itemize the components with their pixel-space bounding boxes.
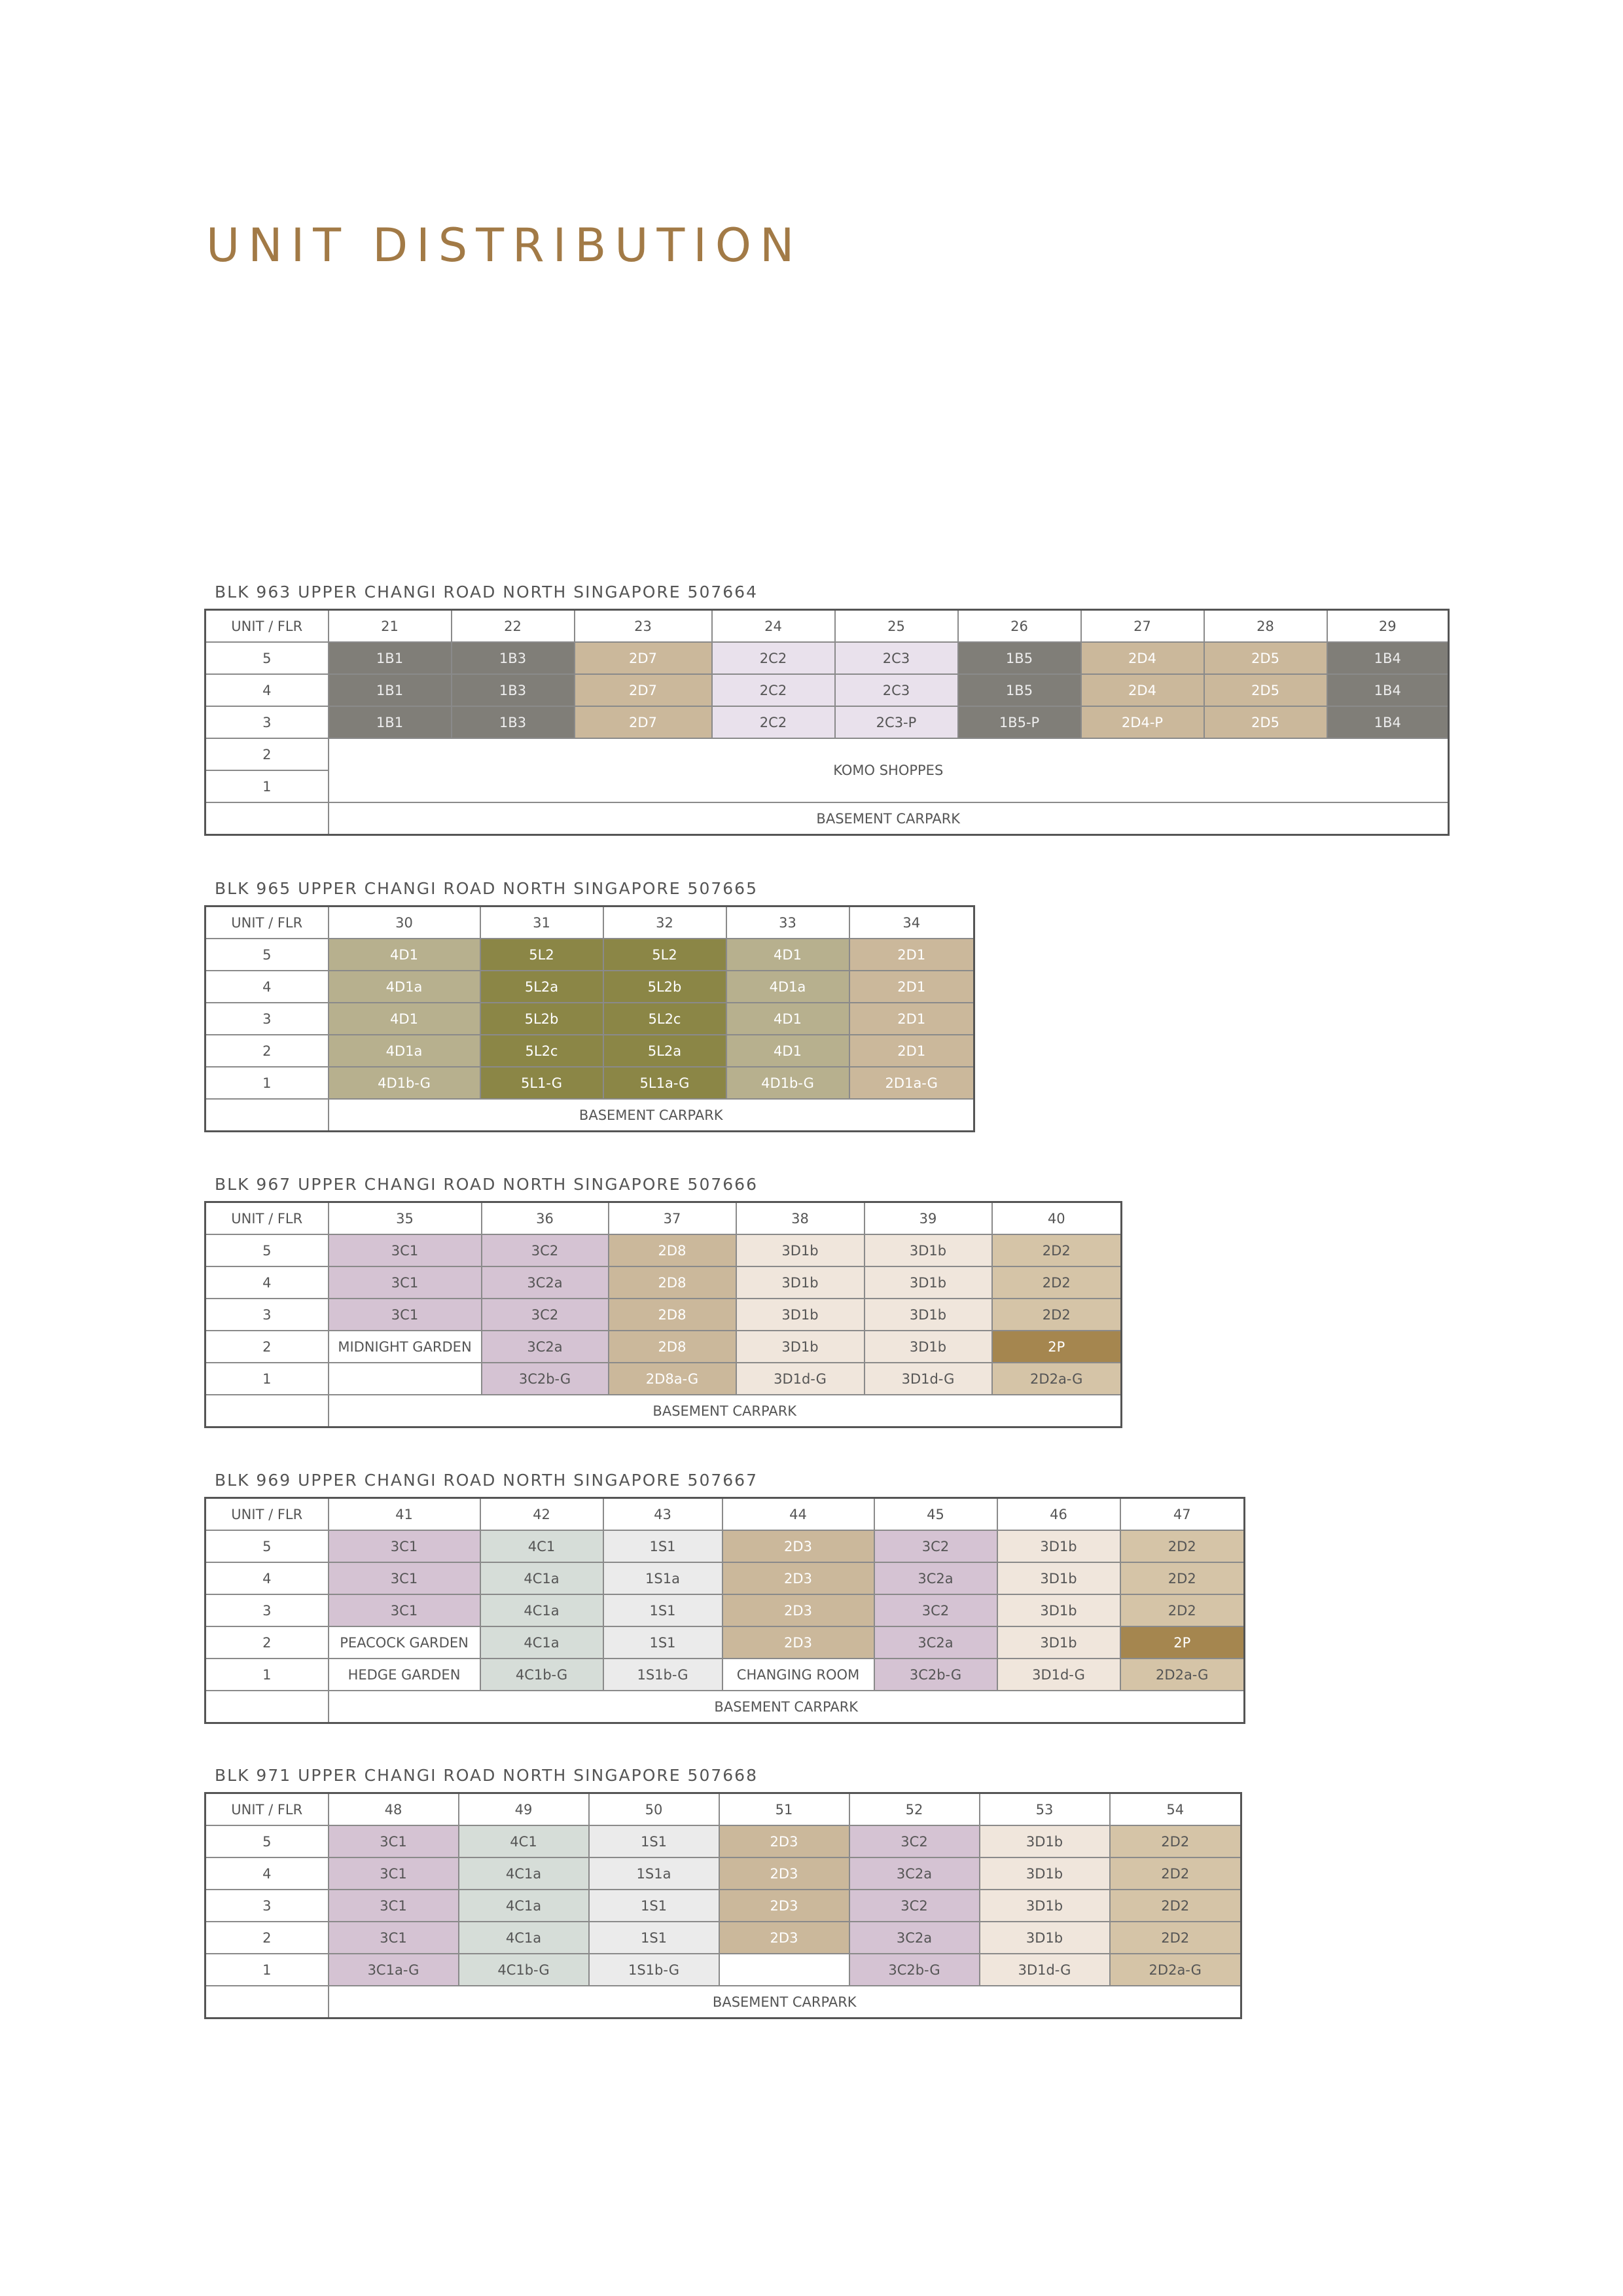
- unit-cell: 4D1: [329, 1003, 480, 1035]
- unit-cell: 4D1: [726, 1003, 849, 1035]
- unit-number: 29: [1327, 610, 1449, 643]
- basement-floor-label: [205, 1691, 329, 1723]
- unit-cell: 3C2: [482, 1299, 609, 1331]
- unit-cell: 4D1: [726, 939, 849, 971]
- floor-row: [205, 1363, 1122, 1395]
- unit-cell: 2D2: [1110, 1825, 1241, 1857]
- floor-number: 2: [205, 738, 329, 770]
- unit-number: 26: [958, 610, 1081, 643]
- floor-number: 2: [205, 1626, 329, 1659]
- unit-number: 39: [865, 1202, 992, 1235]
- unit-cell: MIDNIGHT GARDEN: [329, 1331, 482, 1363]
- unit-cell: 4C1a: [480, 1594, 603, 1626]
- unit-cell: 2D2: [1110, 1890, 1241, 1922]
- floor-number: 2: [205, 1035, 329, 1067]
- unit-cell: 3C2a: [849, 1922, 980, 1954]
- unit-number: 28: [1204, 610, 1327, 643]
- unit-number: 46: [997, 1498, 1120, 1531]
- unit-number: 45: [874, 1498, 997, 1531]
- floor-number: 5: [205, 642, 329, 674]
- unit-cell: 3D1b: [736, 1331, 865, 1363]
- unit-cell: 1S1: [589, 1825, 719, 1857]
- unit-cell: 3C2a: [482, 1331, 609, 1363]
- basement-row: [205, 1691, 1245, 1723]
- unit-table-body: [205, 610, 1449, 835]
- unit-table-body: [205, 1202, 1122, 1427]
- unit-number: 38: [736, 1202, 865, 1235]
- unit-cell: 4D1: [726, 1035, 849, 1067]
- unit-cell: 2D3: [719, 1890, 849, 1922]
- floor-number: 4: [205, 1266, 329, 1299]
- unit-cell: 3C2: [874, 1530, 997, 1562]
- unit-cell: 2D2a-G: [992, 1363, 1122, 1395]
- unit-cell: 4C1a: [459, 1857, 589, 1890]
- unit-cell: 2D2: [1110, 1857, 1241, 1890]
- unit-cell: 2D1a-G: [849, 1067, 974, 1099]
- unit-cell: 5L2a: [603, 1035, 726, 1067]
- floor-number: 4: [205, 674, 329, 706]
- unit-number: 40: [992, 1202, 1122, 1235]
- unit-cell: 2D4: [1081, 642, 1204, 674]
- unit-cell: 3D1b: [980, 1922, 1110, 1954]
- unit-cell: 3D1d-G: [736, 1363, 865, 1395]
- unit-cell: 2D8: [609, 1331, 736, 1363]
- floor-row: [205, 1234, 1122, 1266]
- unit-cell: 2C2: [712, 706, 835, 738]
- unit-number: 31: [480, 906, 603, 939]
- unit-number: 48: [329, 1793, 459, 1826]
- unit-cell: 2D1: [849, 971, 974, 1003]
- unit-cell: 3D1b: [980, 1857, 1110, 1890]
- unit-cell: 1B5: [958, 674, 1081, 706]
- basement-carpark: BASEMENT CARPARK: [329, 1099, 974, 1132]
- unit-cell: 3C2a: [482, 1266, 609, 1299]
- unit-cell: 2D2: [1120, 1530, 1245, 1562]
- unit-cell: 2D3: [719, 1825, 849, 1857]
- unit-cell: 3C2b-G: [874, 1659, 997, 1691]
- unit-cell: 3D1b: [865, 1331, 992, 1363]
- unit-number: 21: [329, 610, 452, 643]
- unit-cell: 3D1b: [997, 1562, 1120, 1594]
- header-label: UNIT / FLR: [205, 1498, 329, 1531]
- unit-cell: 2D1: [849, 939, 974, 971]
- floor-number: 3: [205, 1003, 329, 1035]
- floor-row: [205, 1659, 1245, 1691]
- floor-row: [205, 1035, 974, 1067]
- unit-cell: 2P: [1120, 1626, 1245, 1659]
- floor-row: [205, 1825, 1241, 1857]
- unit-cell: 2D3: [722, 1562, 874, 1594]
- unit-cell: 3C2b-G: [849, 1954, 980, 1986]
- unit-cell: 2D8: [609, 1299, 736, 1331]
- unit-number: 23: [575, 610, 712, 643]
- unit-cell: 2D2: [992, 1299, 1122, 1331]
- block-963: [204, 581, 1450, 836]
- unit-cell: 1B3: [452, 642, 575, 674]
- unit-cell: 3D1b: [865, 1266, 992, 1299]
- unit-cell: [719, 1954, 849, 1986]
- unit-number: 53: [980, 1793, 1110, 1826]
- unit-cell: 1B3: [452, 674, 575, 706]
- unit-cell: 1S1: [589, 1922, 719, 1954]
- unit-table: [204, 905, 975, 1132]
- floor-row: [205, 1331, 1122, 1363]
- unit-cell: 5L2: [480, 939, 603, 971]
- unit-number: 24: [712, 610, 835, 643]
- floor-row: [205, 1530, 1245, 1562]
- floor-row: [205, 1003, 974, 1035]
- unit-cell: 4D1b-G: [726, 1067, 849, 1099]
- unit-cell: 2C2: [712, 642, 835, 674]
- unit-cell: 3D1b: [736, 1266, 865, 1299]
- unit-cell: 1B3: [452, 706, 575, 738]
- floor-number: 2: [205, 1331, 329, 1363]
- unit-number: 49: [459, 1793, 589, 1826]
- unit-cell: CHANGING ROOM: [722, 1659, 874, 1691]
- unit-cell: 2D1: [849, 1003, 974, 1035]
- unit-cell: 3D1b: [736, 1299, 865, 1331]
- unit-cell: 3C2: [849, 1890, 980, 1922]
- unit-cell: 4C1: [480, 1530, 603, 1562]
- unit-cell: 4D1a: [726, 971, 849, 1003]
- floor-row: [205, 971, 974, 1003]
- block-969: [204, 1469, 1245, 1724]
- floor-number: 3: [205, 1890, 329, 1922]
- page-title: UNIT DISTRIBUTION: [206, 219, 803, 272]
- unit-cell: 2C3: [835, 642, 958, 674]
- unit-cell: 5L2a: [480, 971, 603, 1003]
- unit-cell: 4D1b-G: [329, 1067, 480, 1099]
- unit-cell: 3D1b: [980, 1890, 1110, 1922]
- unit-number: 37: [609, 1202, 736, 1235]
- basement-floor-label: [205, 1395, 329, 1427]
- floor-row: [205, 1954, 1241, 1986]
- unit-cell: 3D1b: [997, 1594, 1120, 1626]
- unit-cell: 3C1: [329, 1266, 482, 1299]
- unit-cell: 1S1: [603, 1594, 722, 1626]
- basement-row: [205, 1986, 1241, 2018]
- unit-cell: 1S1b-G: [603, 1659, 722, 1691]
- unit-cell: 4C1a: [459, 1890, 589, 1922]
- floor-number: 3: [205, 706, 329, 738]
- unit-cell: 2D7: [575, 706, 712, 738]
- unit-cell: 2D5: [1204, 706, 1327, 738]
- floor-row: [205, 1890, 1241, 1922]
- unit-cell: 3C1a-G: [329, 1954, 459, 1986]
- unit-cell: 2P: [992, 1331, 1122, 1363]
- unit-cell: 5L2b: [480, 1003, 603, 1035]
- unit-cell: 2D4: [1081, 674, 1204, 706]
- unit-number: 47: [1120, 1498, 1245, 1531]
- unit-cell: 3D1b: [997, 1626, 1120, 1659]
- floor-row: [205, 1922, 1241, 1954]
- floor-number: 1: [205, 1067, 329, 1099]
- unit-cell: 3C2a: [874, 1626, 997, 1659]
- unit-number: 22: [452, 610, 575, 643]
- unit-cell: 1B1: [329, 706, 452, 738]
- header-row: [205, 610, 1449, 643]
- unit-cell: 2D8: [609, 1266, 736, 1299]
- unit-cell: 1B1: [329, 642, 452, 674]
- unit-number: 51: [719, 1793, 849, 1826]
- unit-cell: 2D2a-G: [1110, 1954, 1241, 1986]
- unit-cell: 2D3: [722, 1530, 874, 1562]
- unit-cell: 2C3: [835, 674, 958, 706]
- unit-cell: 2C3-P: [835, 706, 958, 738]
- unit-cell: 3D1b: [736, 1234, 865, 1266]
- block-title: BLK 967 UPPER CHANGI ROAD NORTH SINGAPORE 507666: [215, 1175, 758, 1194]
- floor-number: 5: [205, 1825, 329, 1857]
- unit-cell: 3C1: [329, 1530, 480, 1562]
- unit-cell: 2D3: [719, 1857, 849, 1890]
- unit-cell: 1S1b-G: [589, 1954, 719, 1986]
- header-label: UNIT / FLR: [205, 906, 329, 939]
- floor-row: [205, 1299, 1122, 1331]
- unit-cell: 3C1: [329, 1594, 480, 1626]
- block-971: [204, 1765, 1242, 2019]
- block-title: BLK 971 UPPER CHANGI ROAD NORTH SINGAPORE 507668: [215, 1766, 758, 1785]
- floor-row: [205, 939, 974, 971]
- unit-cell: 2D2: [1120, 1594, 1245, 1626]
- unit-number: 36: [482, 1202, 609, 1235]
- unit-table: [204, 609, 1450, 836]
- unit-cell: 1B5-P: [958, 706, 1081, 738]
- floor-row: [205, 706, 1449, 738]
- floor-number: 3: [205, 1299, 329, 1331]
- unit-cell: 5L1-G: [480, 1067, 603, 1099]
- unit-cell: 2C2: [712, 674, 835, 706]
- unit-table-body: [205, 1498, 1245, 1723]
- floor-row: [205, 1857, 1241, 1890]
- unit-cell: 2D3: [719, 1922, 849, 1954]
- unit-cell: [329, 1363, 482, 1395]
- floor-row: [205, 674, 1449, 706]
- floor-number: 4: [205, 1857, 329, 1890]
- floor-row: [205, 1067, 974, 1099]
- unit-cell: 2D5: [1204, 642, 1327, 674]
- unit-cell: 5L2c: [603, 1003, 726, 1035]
- unit-cell: 5L2: [603, 939, 726, 971]
- unit-table: [204, 1792, 1242, 2019]
- unit-cell: HEDGE GARDEN: [329, 1659, 480, 1691]
- header-label: UNIT / FLR: [205, 1793, 329, 1826]
- unit-cell: 1S1a: [603, 1562, 722, 1594]
- unit-cell: 3C2a: [874, 1562, 997, 1594]
- unit-number: 35: [329, 1202, 482, 1235]
- floor-number: 2: [205, 1922, 329, 1954]
- floor-number: 3: [205, 1594, 329, 1626]
- unit-cell: 5L1a-G: [603, 1067, 726, 1099]
- unit-cell: 3C1: [329, 1299, 482, 1331]
- unit-cell: 1B1: [329, 674, 452, 706]
- unit-number: 50: [589, 1793, 719, 1826]
- floor-row: [205, 1562, 1245, 1594]
- basement-carpark: BASEMENT CARPARK: [329, 1395, 1122, 1427]
- basement-carpark: BASEMENT CARPARK: [329, 802, 1449, 835]
- unit-cell: 2D8a-G: [609, 1363, 736, 1395]
- unit-cell: 2D1: [849, 1035, 974, 1067]
- unit-number: 27: [1081, 610, 1204, 643]
- floor-number: 5: [205, 939, 329, 971]
- floor-number: 1: [205, 1954, 329, 1986]
- basement-floor-label: [205, 1986, 329, 2018]
- unit-cell: 2D2: [1120, 1562, 1245, 1594]
- header-row: [205, 906, 974, 939]
- unit-cell: 3D1d-G: [865, 1363, 992, 1395]
- unit-cell: 4C1a: [480, 1562, 603, 1594]
- unit-number: 32: [603, 906, 726, 939]
- unit-cell: 4C1b-G: [459, 1954, 589, 1986]
- unit-cell: 3C1: [329, 1825, 459, 1857]
- unit-cell: 1S1: [603, 1530, 722, 1562]
- unit-number: 43: [603, 1498, 722, 1531]
- floor-number: 1: [205, 1659, 329, 1691]
- unit-cell: 3C1: [329, 1234, 482, 1266]
- unit-number: 54: [1110, 1793, 1241, 1826]
- basement-carpark: BASEMENT CARPARK: [329, 1986, 1241, 2018]
- unit-cell: 4D1a: [329, 1035, 480, 1067]
- unit-cell: 2D7: [575, 642, 712, 674]
- unit-number: 41: [329, 1498, 480, 1531]
- unit-table-body: [205, 906, 974, 1132]
- unit-cell: 3D1b: [997, 1530, 1120, 1562]
- floor-number: 5: [205, 1530, 329, 1562]
- unit-cell: 4C1: [459, 1825, 589, 1857]
- block-title: BLK 965 UPPER CHANGI ROAD NORTH SINGAPORE 507665: [215, 879, 758, 898]
- unit-cell: 1B4: [1327, 642, 1449, 674]
- unit-cell: 4D1: [329, 939, 480, 971]
- floor-row: [205, 1626, 1245, 1659]
- floor-row: [205, 1594, 1245, 1626]
- floor-number: 4: [205, 1562, 329, 1594]
- floor-row: [205, 1266, 1122, 1299]
- unit-number: 44: [722, 1498, 874, 1531]
- header-row: [205, 1202, 1122, 1235]
- header-row: [205, 1498, 1245, 1531]
- shops-cell: KOMO SHOPPES: [329, 738, 1449, 802]
- unit-cell: 2D7: [575, 674, 712, 706]
- unit-cell: 1S1: [603, 1626, 722, 1659]
- unit-cell: 3C1: [329, 1922, 459, 1954]
- unit-cell: 1B4: [1327, 674, 1449, 706]
- unit-cell: 2D5: [1204, 674, 1327, 706]
- header-label: UNIT / FLR: [205, 1202, 329, 1235]
- unit-cell: 5L2c: [480, 1035, 603, 1067]
- unit-cell: 4C1b-G: [480, 1659, 603, 1691]
- unit-number: 25: [835, 610, 958, 643]
- floor-row: [205, 642, 1449, 674]
- unit-cell: 3D1b: [980, 1825, 1110, 1857]
- block-967: [204, 1174, 1122, 1428]
- unit-number: 42: [480, 1498, 603, 1531]
- unit-number: 30: [329, 906, 480, 939]
- block-965: [204, 878, 975, 1132]
- unit-cell: 2D2: [992, 1234, 1122, 1266]
- unit-cell: 2D4-P: [1081, 706, 1204, 738]
- unit-cell: 1B4: [1327, 706, 1449, 738]
- unit-cell: 1S1: [589, 1890, 719, 1922]
- unit-cell: 2D8: [609, 1234, 736, 1266]
- unit-cell: 5L2b: [603, 971, 726, 1003]
- unit-cell: 3D1d-G: [997, 1659, 1120, 1691]
- unit-cell: 3C2: [482, 1234, 609, 1266]
- unit-number: 34: [849, 906, 974, 939]
- unit-cell: 1B5: [958, 642, 1081, 674]
- unit-cell: 2D3: [722, 1594, 874, 1626]
- unit-cell: 2D2: [1110, 1922, 1241, 1954]
- unit-cell: 3C2a: [849, 1857, 980, 1890]
- unit-cell: 4C1a: [459, 1922, 589, 1954]
- unit-cell: 3C1: [329, 1562, 480, 1594]
- floor-number: 1: [205, 1363, 329, 1395]
- unit-cell: 3C1: [329, 1890, 459, 1922]
- unit-cell: 3D1b: [865, 1299, 992, 1331]
- basement-row: [205, 1099, 974, 1132]
- block-title: BLK 963 UPPER CHANGI ROAD NORTH SINGAPORE 507664: [215, 583, 758, 601]
- header-label: UNIT / FLR: [205, 610, 329, 643]
- header-row: [205, 1793, 1241, 1826]
- basement-row: [205, 802, 1449, 835]
- unit-cell: 3C2: [874, 1594, 997, 1626]
- unit-cell: PEACOCK GARDEN: [329, 1626, 480, 1659]
- unit-number: 52: [849, 1793, 980, 1826]
- floor-number: 1: [205, 770, 329, 802]
- unit-number: 33: [726, 906, 849, 939]
- basement-floor-label: [205, 802, 329, 835]
- floor-number: 5: [205, 1234, 329, 1266]
- unit-cell: 3C1: [329, 1857, 459, 1890]
- basement-carpark: BASEMENT CARPARK: [329, 1691, 1245, 1723]
- floor-row: [205, 738, 1449, 770]
- unit-cell: 1S1a: [589, 1857, 719, 1890]
- unit-table: [204, 1201, 1122, 1428]
- unit-table-body: [205, 1793, 1241, 2018]
- floor-number: 4: [205, 971, 329, 1003]
- unit-cell: 4D1a: [329, 971, 480, 1003]
- unit-cell: 4C1a: [480, 1626, 603, 1659]
- basement-row: [205, 1395, 1122, 1427]
- unit-cell: 3D1d-G: [980, 1954, 1110, 1986]
- basement-floor-label: [205, 1099, 329, 1132]
- block-title: BLK 969 UPPER CHANGI ROAD NORTH SINGAPORE 507667: [215, 1471, 758, 1490]
- unit-cell: 2D2: [992, 1266, 1122, 1299]
- unit-cell: 2D2a-G: [1120, 1659, 1245, 1691]
- unit-cell: 2D3: [722, 1626, 874, 1659]
- unit-cell: 3D1b: [865, 1234, 992, 1266]
- unit-cell: 3C2b-G: [482, 1363, 609, 1395]
- unit-table: [204, 1497, 1245, 1724]
- unit-cell: 3C2: [849, 1825, 980, 1857]
